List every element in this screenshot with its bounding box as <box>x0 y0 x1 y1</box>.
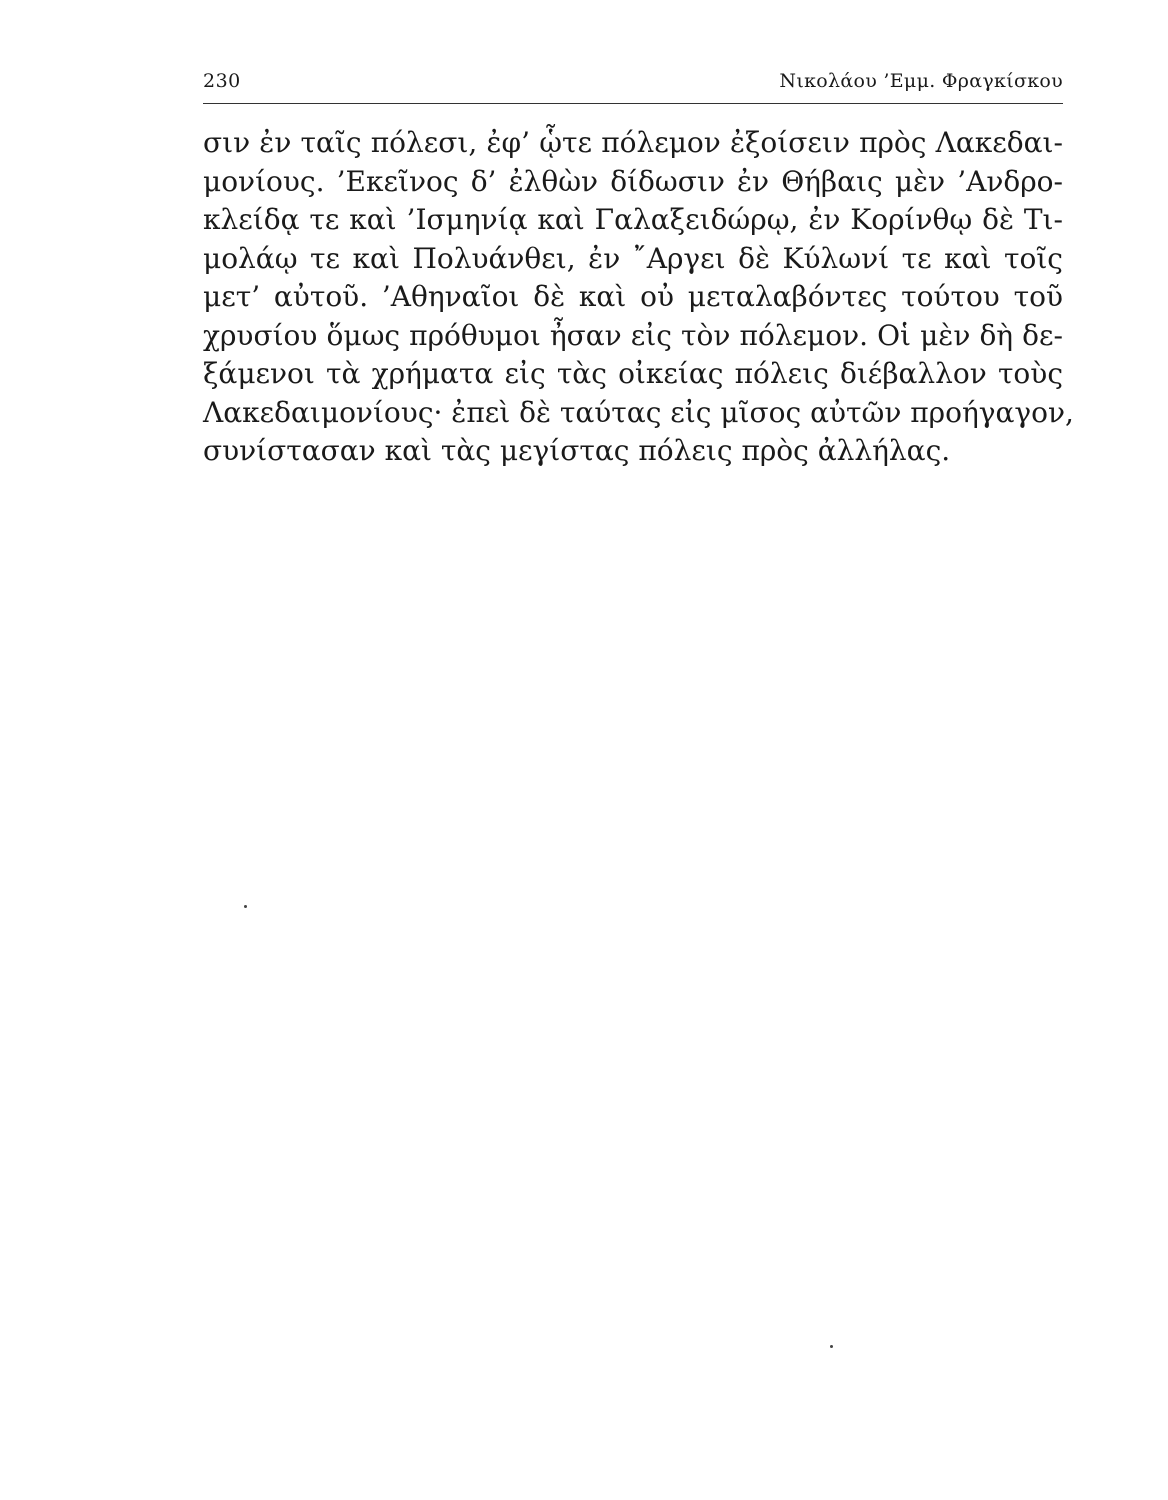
scan-speck <box>244 905 247 908</box>
page-number: 230 <box>203 70 241 92</box>
text-line: Λακεδαιμονίους· ἐπεὶ δὲ ταύτας εἰς μῖσος αὐτῶν προήγαγον, <box>203 395 1074 429</box>
text-line: μετ’ αὐτοῦ. ’Αθηναῖοι δὲ καὶ οὐ μεταλαβόντες τούτου τοῦ <box>203 280 1063 313</box>
running-head <box>203 66 1063 96</box>
text-line: κλείδᾳ τε καὶ ’Ισμηνίᾳ καὶ Γαλαξειδώρῳ, ἐν Κορίνθῳ δὲ Τι- <box>203 203 1063 236</box>
text-line: μονίους. ’Εκεῖνος δ’ ἐλθὼν δίδωσιν ἐν Θήβαις μὲν ’Ανδρο- <box>203 164 1063 198</box>
text-line: χρυσίου ὅμως πρόθυμοι ἦσαν εἰς τὸν πόλεμον. Οἱ μὲν δὴ δε- <box>203 318 1063 352</box>
scan-speck <box>830 1345 833 1348</box>
text-line: μολάῳ τε καὶ Πολυάνθει, ἐν ῎Αργει δὲ Κύλωνί τε καὶ τοῖς <box>203 241 1063 275</box>
text-line: συνίστασαν καὶ τὰς μεγίστας πόλεις πρὸς ἀλλήλας. <box>203 434 951 467</box>
text-line: σιν ἐν ταῖς πόλεσι, ἐφ’ ᾧτε πόλεμον ἐξοίσειν πρὸς Λακεδαι- <box>203 126 1063 159</box>
text-line: ξάμενοι τὰ χρήματα εἰς τὰς οἰκείας πόλεις διέβαλλον τοὺς <box>203 357 1063 390</box>
body-paragraph <box>203 124 1074 471</box>
running-head-title: Νικολάου ’Εμμ. Φραγκίσκου <box>779 70 1063 92</box>
header-rule <box>203 103 1063 104</box>
